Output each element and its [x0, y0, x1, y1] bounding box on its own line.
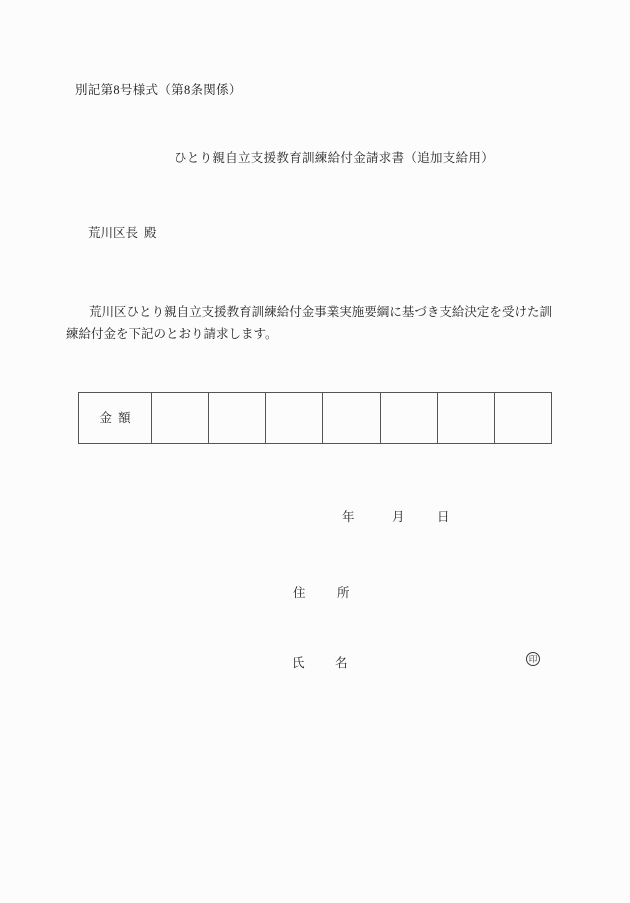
- page-title: ひとり親自立支援教育訓練給付金請求書（追加支給用）: [174, 151, 495, 165]
- addressee-line: [88, 227, 157, 240]
- name-label: 氏: [292, 656, 305, 670]
- request-paragraph-line2: 練給付金を下記のとおり請求します。: [66, 327, 278, 341]
- amount-digit-cell: [266, 393, 323, 444]
- date-year-label: 年: [342, 510, 355, 524]
- amount-label-cell: 金 額: [79, 393, 152, 444]
- addressee-honorific: 殿: [144, 226, 157, 240]
- form-number: 別記第8号様式（第8条関係）: [75, 83, 242, 97]
- request-paragraph-line1: 荒川区ひとり親自立支援教育訓練給付金事業実施要綱に基づき支給決定を受けた訓: [89, 305, 552, 319]
- seal-icon: 印: [526, 652, 540, 666]
- address-label: 住: [293, 586, 306, 600]
- date-month-label: 月: [392, 510, 405, 524]
- amount-digit-cell: [494, 393, 551, 444]
- addressee-name: 荒川区長: [88, 226, 139, 240]
- amount-digit-cell: [209, 393, 266, 444]
- amount-table: [78, 392, 552, 444]
- address-label: 所: [337, 586, 350, 600]
- name-label: 名: [335, 656, 348, 670]
- amount-digit-cell: [323, 393, 380, 444]
- date-day-label: 日: [437, 510, 450, 524]
- amount-digit-cell: [380, 393, 437, 444]
- amount-table-row: [79, 393, 552, 444]
- amount-digit-cell: [437, 393, 494, 444]
- amount-digit-cell: [152, 393, 209, 444]
- request-paragraph: [66, 301, 552, 345]
